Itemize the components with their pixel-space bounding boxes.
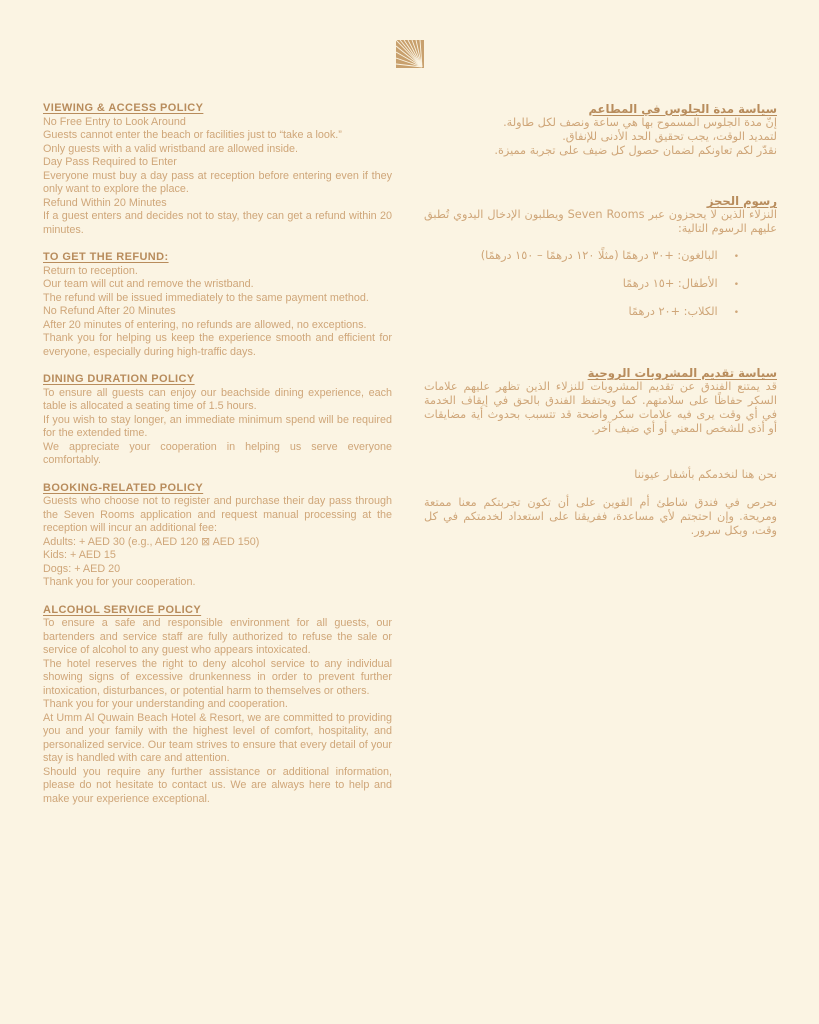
policy-line: لتمديد الوقت، يجب تحقيق الحد الأدنى للإنفاق. bbox=[562, 130, 777, 143]
logo-row bbox=[0, 0, 819, 68]
policy-line: Thank you for your cooperation. bbox=[43, 576, 196, 588]
policy-line: We appreciate your cooperation in helping us serve everyone comfortably. bbox=[43, 440, 392, 466]
palm-frond-logo-icon bbox=[396, 40, 424, 68]
policy-line: Thank you for helping us keep the experience smooth and efficient for everyone, especially during high-traffic days. bbox=[43, 332, 392, 358]
policy-line: The hotel reserves the right to deny alcohol service to any individual showing signs of excessive drunkenness in order to prevent further intoxication, disturbances, or potential harm to themselves or others. bbox=[43, 657, 392, 697]
policy-line: نحرص في فندق شاطئ أم القوين على أن تكون تجربتكم معنا ممتعة ومريحة. وإن احتجتم لأي مساعدة، ففريقنا على استعداد لخدمتكم في كل وقت، وبكل سرور. bbox=[424, 496, 777, 537]
heading-ar-dining-duration: سياسة مدة الجلوس في المطاعم bbox=[588, 102, 777, 116]
heading-booking-related-policy: BOOKING-RELATED POLICY bbox=[43, 481, 204, 494]
heading-ar-alcohol-policy: سياسة تقديم المشروبات الروحية bbox=[587, 366, 777, 380]
policy-line: نحن هنا لنخدمكم بأشفار عيوننا bbox=[634, 468, 777, 481]
policy-line: To ensure all guests can enjoy our beachside dining experience, each table is allocated a seating time of 1.5 hours. bbox=[43, 386, 392, 412]
policy-line: Day Pass Required to Enter bbox=[43, 156, 177, 168]
policy-line: النزلاء الذين لا يحجزون عبر Seven Rooms ويطلبون الإدخال اليدوي تُطبق عليهم الرسوم التالية: bbox=[424, 208, 777, 235]
policy-line: Only guests with a valid wristband are allowed inside. bbox=[43, 142, 299, 155]
heading-ar-booking-fees: رسوم الحجز bbox=[706, 194, 777, 208]
heading-alcohol-service-policy: ALCOHOL SERVICE POLICY bbox=[43, 603, 202, 616]
policy-line: After 20 minutes of entering, no refunds are allowed, no exceptions. bbox=[43, 318, 367, 331]
ar-fee-list bbox=[424, 249, 777, 320]
list-item bbox=[424, 277, 739, 292]
section-ar-closing-note bbox=[424, 496, 777, 538]
policy-line: إنّ مدة الجلوس المسموح بها هي ساعة ونصف لكل طاولة. bbox=[503, 116, 777, 129]
bullet-icon: • bbox=[733, 252, 739, 262]
section-booking-related-policy bbox=[43, 482, 392, 590]
policy-line: Should you require any further assistance or additional information, please do not hesitate to contact us. We are always here to help and make your experience exceptional. bbox=[43, 765, 392, 805]
section-ar-dining-duration bbox=[424, 102, 777, 158]
fee-adults: البالغون: +٣٠ درهمًا (مثلًا ١٢٠ درهمًا – ١٥٠ درهمًا) bbox=[480, 249, 718, 262]
policy-line: Kids: + AED 15 bbox=[43, 549, 116, 561]
policy-line: Guests cannot enter the beach or facilities just to “take a look.” bbox=[43, 129, 342, 141]
bullet-icon: • bbox=[733, 280, 739, 290]
section-ar-alcohol-policy bbox=[424, 366, 777, 436]
policy-line: قد يمتنع الفندق عن تقديم المشروبات للنزلاء الذين تظهر عليهم علامات السكر حفاظًا على سلامتهم. كما ويحتفظ الفندق بالحق في إيقاف الخدمة في أي وقت يرى فيه علامات سكر واضحة قد تتسبب بحدوث أية مضايقات أو أذى للشخص المعني أو أي ضيف آخر. bbox=[424, 380, 777, 435]
policy-line: If a guest enters and decides not to stay, they can get a refund within 20 minutes. bbox=[43, 210, 392, 236]
policy-line: To ensure a safe and responsible environment for all guests, our bartenders and service staff are fully authorized to refuse the sale or service of alcohol to any guest who appears intoxicated. bbox=[43, 617, 392, 656]
section-viewing-access-policy bbox=[43, 102, 392, 237]
fee-dogs: الكلاب: +٢٠ درهمًا bbox=[628, 305, 718, 318]
policy-line: No Refund After 20 Minutes bbox=[43, 305, 176, 317]
bullet-icon: • bbox=[733, 308, 739, 318]
policy-line: At Umm Al Quwain Beach Hotel & Resort, we are committed to providing you and your family with the highest level of comfort, hospitality, and personalized service. Our team strives to ensure that every detail of your stay is handled with care and attention. bbox=[43, 711, 392, 764]
section-to-get-the-refund bbox=[43, 251, 392, 359]
english-column bbox=[43, 102, 392, 806]
section-dining-duration-policy bbox=[43, 373, 392, 468]
policy-line: Dogs: + AED 20 bbox=[43, 562, 121, 575]
policy-line: Return to reception. bbox=[43, 264, 138, 277]
section-ar-booking-fees bbox=[424, 194, 777, 320]
policy-line: Guests who choose not to register and purchase their day pass through the Seven Rooms application and request manual processing at the reception will incur an additional fee: bbox=[43, 495, 392, 534]
policy-line: Thank you for your understanding and cooperation. bbox=[43, 698, 288, 710]
policy-line: If you wish to stay longer, an immediate minimum spend will be required for the extended time. bbox=[43, 413, 392, 439]
section-alcohol-service-policy bbox=[43, 604, 392, 807]
policy-line: Our team will cut and remove the wristband. bbox=[43, 278, 254, 290]
two-column-layout bbox=[0, 102, 819, 806]
section-ar-service-motto bbox=[424, 468, 777, 482]
heading-dining-duration-policy: DINING DURATION POLICY bbox=[43, 373, 195, 385]
arabic-column bbox=[424, 102, 777, 538]
policy-line: No Free Entry to Look Around bbox=[43, 115, 186, 128]
policy-line: Refund Within 20 Minutes bbox=[43, 196, 167, 209]
list-item bbox=[424, 305, 739, 320]
fee-kids: الأطفال: +١٥ درهمًا bbox=[622, 277, 718, 290]
heading-viewing-access-policy: VIEWING & ACCESS POLICY bbox=[43, 102, 204, 114]
policy-line: The refund will be issued immediately to the same payment method. bbox=[43, 291, 369, 304]
list-item bbox=[424, 249, 739, 264]
policy-line: Adults: + AED 30 (e.g., AED 120 ⊠ AED 150) bbox=[43, 535, 260, 548]
policy-line: Everyone must buy a day pass at reception before entering even if they only want to explore the place. bbox=[43, 169, 392, 195]
policy-line: نقدّر لكم تعاونكم لضمان حصول كل ضيف على تجربة مميزة. bbox=[494, 144, 777, 157]
heading-to-get-the-refund: TO GET THE REFUND: bbox=[43, 251, 169, 263]
